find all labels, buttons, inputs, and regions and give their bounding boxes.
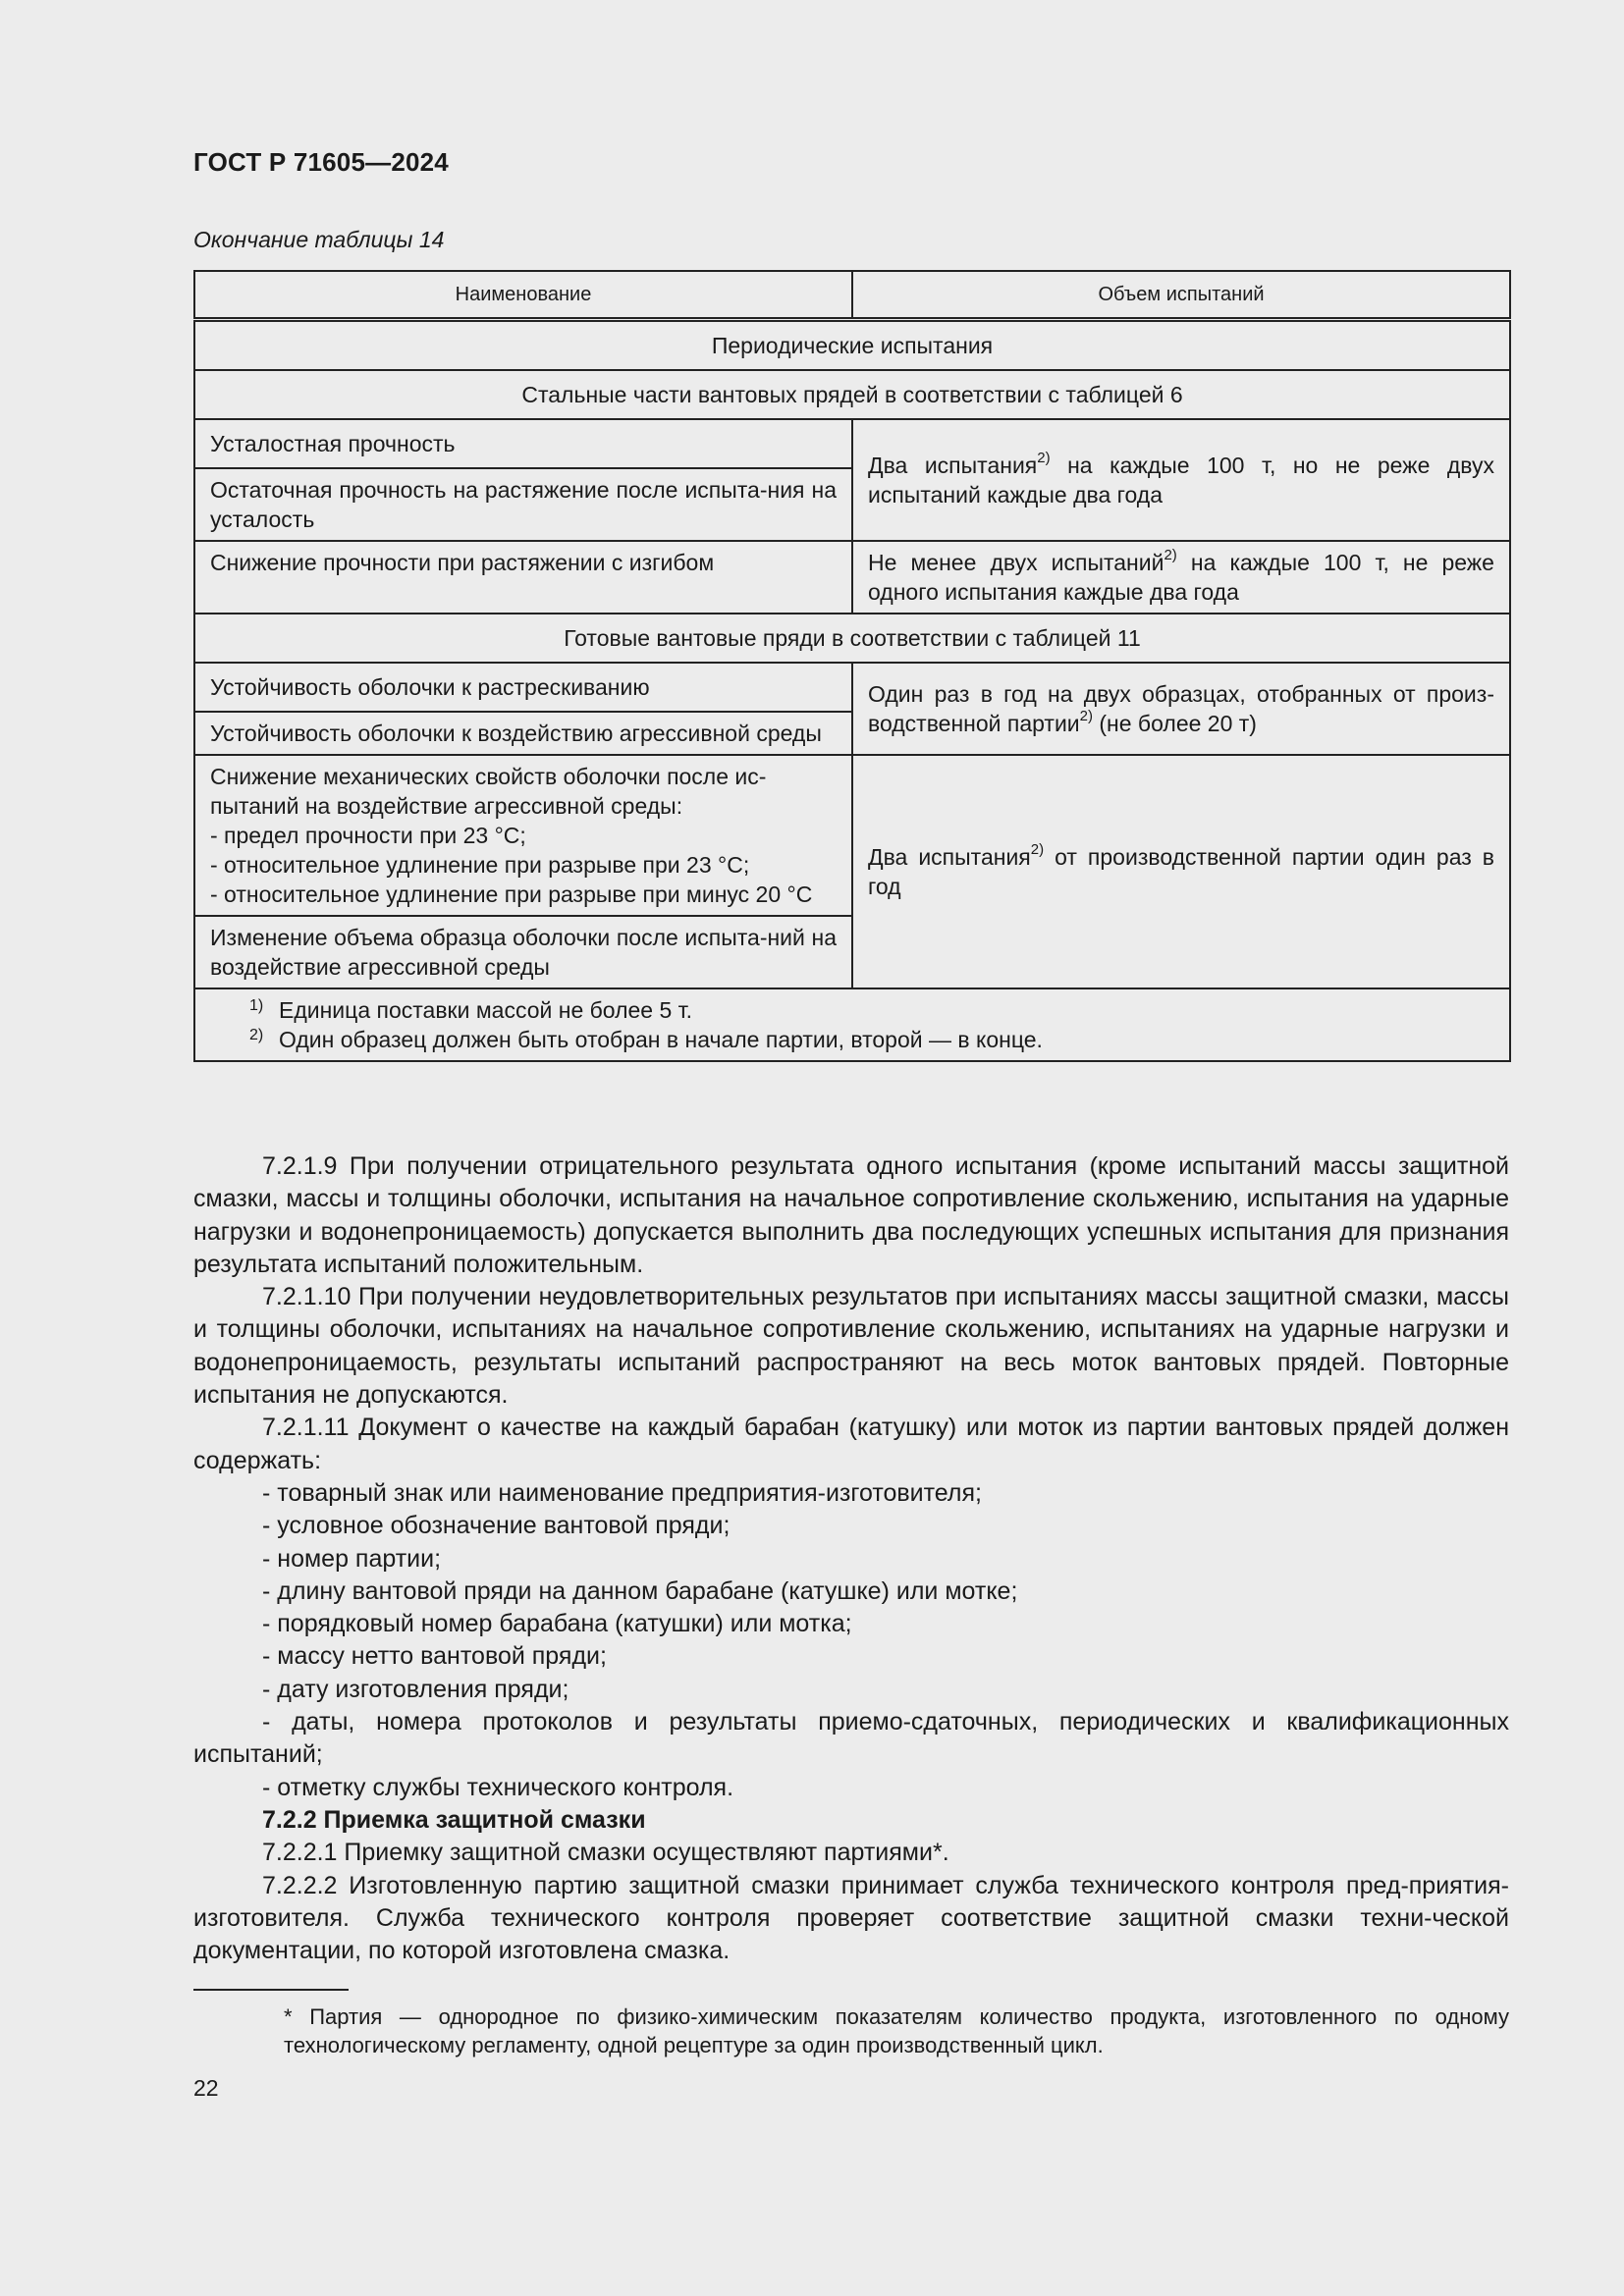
paragraph-7-2-2-2: 7.2.2.2 Изготовленную партию защитной смазки принимает служба технического контроля пред-приятия-изготовителя. Служба технического контроля проверяет соответствие защитной смазки техни-ческой документации, по которой изготовлена смазка.: [193, 1871, 1509, 1965]
table-notes: [194, 988, 1510, 1061]
list-item: - дату изготовления пряди;: [262, 1675, 569, 1703]
cell-name: [194, 755, 852, 916]
section-heading-7-2-2: 7.2.2 Приемка защитной смазки: [262, 1805, 646, 1834]
table-note: [210, 1025, 1494, 1054]
table-row: [194, 663, 1510, 712]
footnote: [193, 2002, 1509, 2059]
table-row: [194, 541, 1510, 614]
list-item: - длину вантовой пряди на данном барабане (катушке) или мотке;: [262, 1576, 1018, 1605]
note-text: Единица поставки массой не более 5 т.: [279, 997, 693, 1023]
table-row: [194, 370, 1510, 419]
document-code: ГОСТ Р 71605—2024: [193, 147, 449, 177]
list-item: - номер партии;: [262, 1544, 442, 1573]
note-mark: 1): [249, 997, 264, 1014]
table-row: [194, 419, 1510, 468]
column-header-name: Наименование: [194, 271, 852, 320]
body-text: [193, 1150, 1509, 1967]
table-header-row: [194, 271, 1510, 320]
cell-name-item: - относительное удлинение при разрыве при минус 20 °C: [210, 881, 813, 907]
cell-volume: Два испытания$^{2)}$ на каждые 100 т, но не реже двух испытаний каждые два года: [852, 419, 1510, 541]
paragraph-7-2-1-10: 7.2.1.10 При получении неудовлетворительных результатов при испытаниях массы защитной смазки, массы и толщины оболочки, испытаниях на начальное сопротивление скольжению, испытаниях на ударные нагрузки и водонепроницаемость, результаты испытаний распространяют на весь моток вантовых прядей. Повторные испытания не допускаются.: [193, 1283, 1509, 1410]
list-item: - товарный знак или наименование предприятия-изготовителя;: [262, 1478, 982, 1507]
list-item: - условное обозначение вантовой пряди;: [262, 1512, 731, 1540]
group-finished-strands-title: Готовые вантовые пряди в соответствии с таблицей 11: [194, 614, 1510, 663]
page-number: 22: [193, 2075, 219, 2101]
cell-name-item: - предел прочности при 23 °C;: [210, 823, 526, 848]
section-periodic-tests: Периодические испытания: [194, 320, 1510, 371]
cell-name: Остаточная прочность на растяжение после испыта-ния на усталость: [194, 468, 852, 541]
table-notes-row: [194, 988, 1510, 1061]
cell-name: Снижение прочности при растяжении с изгибом: [194, 541, 852, 614]
note-text: Один образец должен быть отобран в начале партии, второй — в конце.: [279, 1027, 1043, 1052]
list-item: - даты, номера протоколов и результаты приемо-сдаточных, периодических и квалификационных испытаний;: [193, 1708, 1509, 1769]
cell-name-lead: Снижение механических свойств оболочки после ис-пытаний на воздействие агрессивной среды:: [210, 764, 767, 819]
paragraph-7-2-2-1: 7.2.2.1 Приемку защитной смазки осуществляют партиями*.: [262, 1839, 949, 1867]
paragraph-7-2-1-11: 7.2.1.11 Документ о качестве на каждый барабан (катушку) или моток из партии вантовых прядей должен содержать:: [193, 1414, 1509, 1474]
cell-volume: Не менее двух испытаний$^{2)}$ на каждые 100 т, не реже одного испытания каждые два года: [852, 541, 1510, 614]
table-row: [194, 320, 1510, 371]
cell-volume: Два испытания$^{2)}$ от производственной партии один раз в год: [852, 755, 1510, 988]
footnote-ref: 2): [1030, 841, 1045, 859]
list-item: - порядковый номер барабана (катушки) или мотка;: [262, 1610, 852, 1638]
cell-name: Устойчивость оболочки к растрескиванию: [194, 663, 852, 712]
note-mark: 2): [249, 1027, 264, 1043]
list-item: - отметку службы технического контроля.: [262, 1773, 734, 1801]
footnote-ref: 2): [1164, 547, 1177, 564]
paragraph-7-2-1-9: 7.2.1.9 При получении отрицательного результата одного испытания (кроме испытаний массы защитной смазки, массы и толщины оболочки, испытания на начальное сопротивление скольжению, испытания на ударные нагрузки и водонепроницаемость) допускается выполнить два последующих успешных испытания для признания результата испытаний положительным.: [193, 1152, 1509, 1278]
table-note: [210, 995, 1494, 1025]
tests-table: [193, 270, 1511, 1062]
cell-name: Усталостная прочность: [194, 419, 852, 468]
group-steel-parts-title: Стальные части вантовых прядей в соответствии с таблицей 6: [194, 370, 1510, 419]
footnote-ref: 2): [1079, 708, 1093, 725]
table-row: [194, 614, 1510, 663]
footnote-divider: [193, 1989, 349, 1991]
cell-name: Изменение объема образца оболочки после испыта-ний на воздействие агрессивной среды: [194, 916, 852, 988]
list-item: - массу нетто вантовой пряди;: [262, 1642, 607, 1671]
cell-name-item: - относительное удлинение при разрыве при 23 °C;: [210, 852, 750, 878]
table-caption: Окончание таблицы 14: [193, 227, 445, 252]
cell-name: Устойчивость оболочки к воздействию агрессивной среды: [194, 712, 852, 755]
cell-volume: Один раз в год на двух образцах, отобранных от произ-водственной партии$^{2)}$ (не более 20 т): [852, 663, 1510, 755]
column-header-volume: Объем испытаний: [852, 271, 1510, 320]
footnote-ref: 2): [1037, 450, 1051, 467]
footnote-text: * Партия — однородное по физико-химическим показателям количество продукта, изготовленного по одному технологическому регламенту, одной рецептуре за один производственный цикл.: [284, 2004, 1509, 2057]
table-row: [194, 755, 1510, 916]
